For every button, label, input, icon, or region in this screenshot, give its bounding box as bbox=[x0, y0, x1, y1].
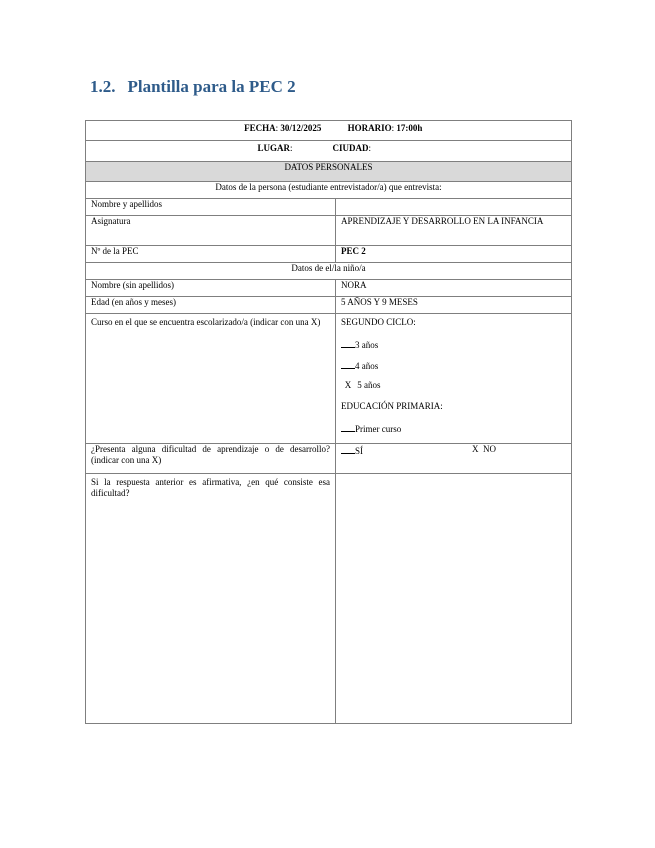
section-title: DATOS PERSONALES bbox=[86, 162, 572, 182]
table-row bbox=[86, 246, 572, 263]
interviewer-subtitle-row bbox=[86, 182, 572, 199]
section-title-row bbox=[86, 162, 572, 182]
fecha-label: FECHA bbox=[244, 123, 276, 133]
course-option-4[interactable]: 4 años bbox=[341, 359, 566, 380]
fecha-value[interactable]: 30/12/2025 bbox=[280, 123, 322, 133]
selected-mark: X bbox=[472, 444, 479, 454]
cycle-title: SEGUNDO CICLO: bbox=[341, 317, 416, 327]
lugar-label: LUGAR bbox=[257, 143, 290, 153]
field-label: Nº de la PEC bbox=[86, 246, 336, 263]
blank-checkbox[interactable] bbox=[341, 422, 355, 432]
field-label: Nombre (sin apellidos) bbox=[86, 280, 336, 297]
child-name-value[interactable]: NORA bbox=[336, 280, 572, 297]
blank-checkbox[interactable] bbox=[341, 444, 355, 454]
child-subtitle-row bbox=[86, 263, 572, 280]
subject-value[interactable]: APRENDIZAJE Y DESARROLLO EN LA INFANCIA bbox=[336, 216, 572, 246]
field-label: Curso en el que se encuentra escolarizado/a (indicar con una X) bbox=[86, 314, 336, 444]
date-time-row: FECHA: 30/12/2025 HORARIO: 17:00h bbox=[86, 121, 572, 141]
interviewer-subtitle: Datos de la persona (estudiante entrevistador/a) que entrevista: bbox=[86, 182, 572, 199]
horario-value[interactable]: 17:00h bbox=[396, 123, 423, 133]
pec-form-table bbox=[85, 120, 572, 724]
selected-mark[interactable]: X bbox=[344, 380, 352, 390]
field-label: ¿Presenta alguna dificultad de aprendizaje o de desarrollo? (indicar con una X) bbox=[86, 444, 336, 474]
ciudad-label: CIUDAD bbox=[332, 143, 369, 153]
heading-title: Plantilla para la PEC 2 bbox=[127, 77, 296, 96]
child-subtitle: Datos de el/la niño/a bbox=[86, 263, 572, 280]
table-row bbox=[86, 280, 572, 297]
child-age-value[interactable]: 5 AÑOS Y 9 MESES bbox=[336, 297, 572, 314]
detail-input[interactable] bbox=[336, 474, 572, 724]
course-option-3[interactable]: 3 años bbox=[341, 338, 566, 359]
course-option-5[interactable]: X 5 años bbox=[341, 380, 566, 401]
primary-title: EDUCACIÓN PRIMARIA: bbox=[341, 401, 443, 411]
section-heading bbox=[90, 77, 296, 97]
name-input[interactable] bbox=[336, 199, 572, 216]
heading-number: 1.2. bbox=[90, 77, 116, 96]
table-row bbox=[86, 199, 572, 216]
difficulty-row bbox=[86, 444, 572, 474]
horario-label: HORARIO bbox=[347, 123, 392, 133]
detail-row bbox=[86, 474, 572, 724]
course-option-primary[interactable]: Primer curso bbox=[341, 422, 566, 443]
difficulty-yes[interactable]: SÍ bbox=[341, 444, 363, 457]
course-row bbox=[86, 314, 572, 444]
field-label: Edad (en años y meses) bbox=[86, 297, 336, 314]
place-row: LUGAR: CIUDAD: bbox=[86, 141, 572, 162]
table-row bbox=[86, 216, 572, 246]
difficulty-no[interactable]: X NO bbox=[472, 444, 496, 454]
course-options bbox=[336, 314, 572, 444]
table-row bbox=[86, 297, 572, 314]
blank-checkbox[interactable] bbox=[341, 359, 355, 369]
field-label: Nombre y apellidos bbox=[86, 199, 336, 216]
blank-checkbox[interactable] bbox=[341, 338, 355, 348]
field-label: Asignatura bbox=[86, 216, 336, 246]
difficulty-options bbox=[336, 444, 572, 474]
field-label: Si la respuesta anterior es afirmativa, ¿en qué consiste esa dificultad? bbox=[86, 474, 336, 724]
pec-number-value[interactable]: PEC 2 bbox=[336, 246, 572, 263]
